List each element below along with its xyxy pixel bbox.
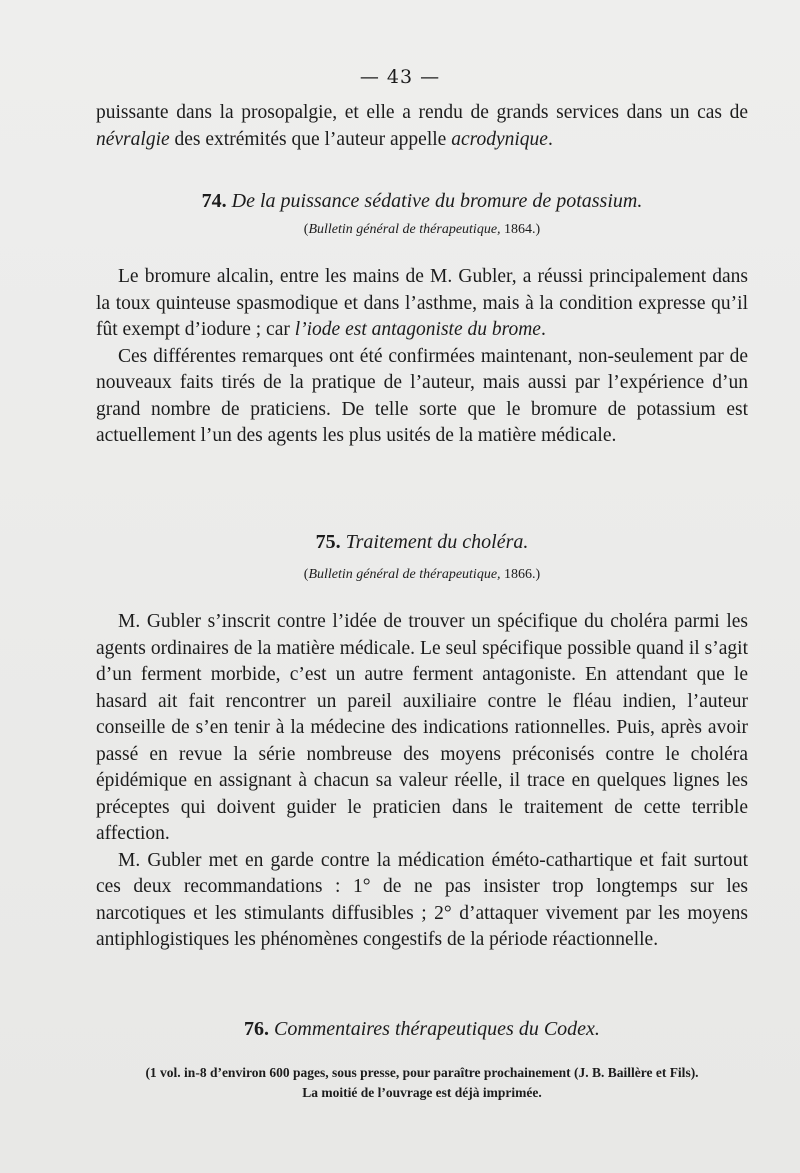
section-76-note [96, 1063, 748, 1103]
section-75-heading [96, 531, 748, 554]
section-76-heading [96, 1018, 748, 1041]
section-76-title: Commentaires thérapeutiques du Codex. [274, 1018, 600, 1040]
intro-italic-nevralgie: névralgie [96, 128, 170, 150]
section-75-number: 75. [315, 531, 341, 553]
section-74-heading [96, 190, 748, 213]
section-75-title: Traitement du choléra. [345, 531, 529, 553]
section-75-body [96, 609, 748, 954]
section-74-number: 74. [201, 190, 227, 212]
section-75-paragraph-2: M. Gubler met en garde contre la médication éméto-cathartique et fait surtout ces deux recommandations : 1° de ne pas insister trop longtemps sur les narcotiques et les stimulants diffusibles ; 2° d’attaquer vivement par les moyens antiphlogistiques les phénomènes congestifs de la période réactionnelle. [96, 849, 748, 950]
section-75-source: (Bulletin général de thérapeutique, 1866.) [303, 567, 541, 582]
section-74-paragraph-2: Ces différentes remarques ont été confirmées maintenant, non-seulement par de nouveaux faits tirés de la pratique de l’auteur, mais aussi par l’expérience d’un grand nombre de praticiens. De telle sorte que le bromure de potassium est actuellement l’un des agents les plus usités de la matière médicale. [96, 345, 748, 446]
section-74-title: De la puissance sédative du bromure de potassium. [231, 190, 643, 212]
page-number: — 43 — [359, 66, 441, 88]
intro-paragraph [96, 100, 748, 153]
section-76-note-line-1: (1 vol. in-8 d’environ 600 pages, sous presse, pour paraître prochainement (J. B. Baillère et Fils). [145, 1065, 699, 1080]
section-76-number: 76. [244, 1018, 270, 1040]
section-74-source: (Bulletin général de thérapeutique, 1864.) [303, 222, 541, 237]
section-74-paragraph-1: Le bromure alcalin, entre les mains de M. Gubler, a réussi principalement dans la toux quinteuse spasmodique et dans l’asthme, mais à la condition expresse qu’il fût exempt d’iodure ; car l’iode est antagoniste du brome. [96, 266, 748, 340]
intro-text: puissante dans la prosopalgie, et elle a rendu de grands services dans un cas de névralgie des extrémités que l’auteur appelle acrodynique. [96, 102, 748, 150]
section-76-note-line-2: La moitié de l’ouvrage est déjà imprimée. [302, 1085, 542, 1100]
section-75-paragraph-1: M. Gubler s’inscrit contre l’idée de trouver un spécifique du choléra parmi les agents ordinaires de la matière médicale. Le seul spécifique possible quand il s’agit d’un ferment morbide, c’est un autre ferment antagoniste. En attendant que le hasard ait fait rencontrer un pareil auxiliaire contre le fléau indien, l’auteur conseille de s’en tenir à la médecine des indications rationnelles. Puis, après avoir passé en revue la série nombreuse des moyens préconisés contre le choléra épidémique en assignant à chacun sa valeur réelle, il trace en quelques lignes les préceptes qui doivent guider le praticien dans le traitement de cette terrible affection. [96, 611, 748, 844]
section-74-body [96, 264, 748, 450]
intro-italic-acrodynique: acrodynique [451, 128, 548, 150]
